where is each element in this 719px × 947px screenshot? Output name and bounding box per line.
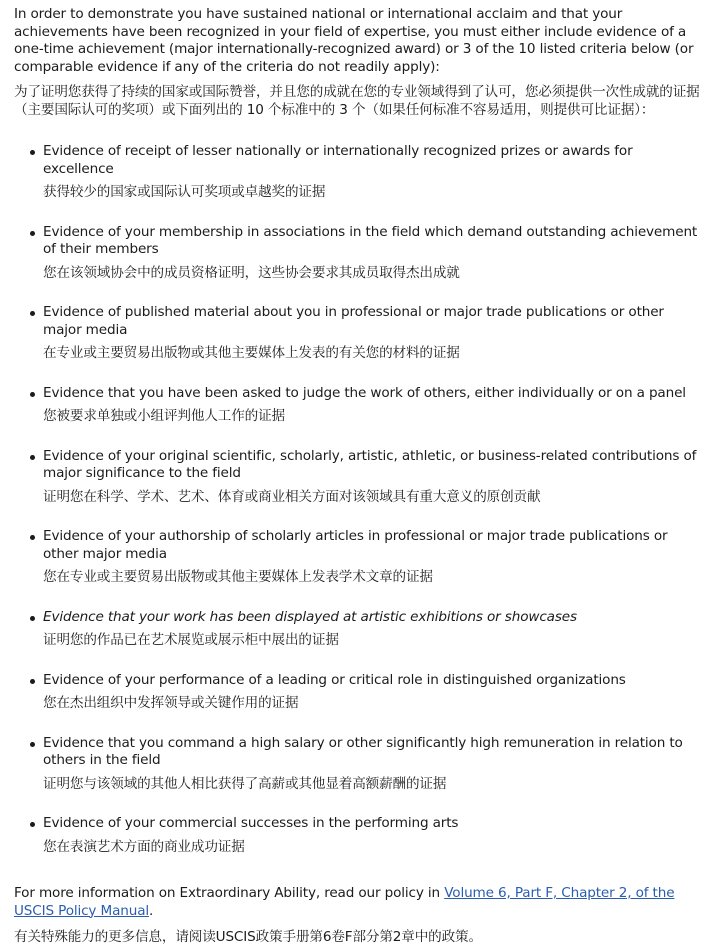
criterion-zh: 证明您与该领域的其他人相比获得了高薪或其他显着高额薪酬的证据 (43, 775, 447, 792)
criterion-en: Evidence of your original scientific, scholarly, artistic, athletic, or business-related contributions of major significance to the field (43, 447, 697, 481)
bullet-icon (30, 822, 35, 827)
criterion-zh: 您在杰出组织中发挥领导或关键作用的证据 (43, 695, 299, 711)
criterion-en: Evidence of your commercial successes in the performing arts (43, 815, 459, 831)
bullet-icon (30, 455, 35, 460)
criterion-en: Evidence of your membership in associations in the field which demand outstanding achievement of their members (43, 223, 698, 257)
bullet-icon (30, 392, 35, 397)
intro-paragraph-zh: 为了证明您获得了持续的国家或国际赞誉，并且您的成就在您的专业领域得到了认可，您必须提供一次性成就的证据（主要国际认可的奖项）或下面列出的 10 个标准中的 3 个（如果任何标准不容易适用，则提供可比证据）： (14, 84, 700, 118)
criterion-zh: 证明您在科学、学术、艺术、体育或商业相关方面对该领域具有重大意义的原创贡献 (43, 488, 541, 505)
criterion-en: Evidence that you have been asked to judge the work of others, either individually or on a panel (43, 384, 686, 401)
bullet-icon (30, 535, 35, 540)
list-item (14, 385, 706, 426)
criterion-zh: 获得较少的国家或国际认可奖项或卓越奖的证据 (43, 184, 326, 200)
criterion-en: Evidence of your authorship of scholarly articles in professional or major trade publications or other major media (43, 528, 668, 562)
list-item (14, 672, 706, 713)
list-item (14, 609, 706, 650)
criterion-zh: 您在表演艺术方面的商业成功证据 (43, 838, 245, 855)
list-item (14, 224, 706, 283)
criterion-en: Evidence of published material about you in professional or major trade publications or other major media (43, 304, 664, 338)
bullet-icon (30, 616, 35, 621)
bullet-icon (30, 679, 35, 684)
list-item (14, 528, 706, 587)
intro-paragraph-en: In order to demonstrate you have sustained national or international acclaim and that your achievements have been recognized in your field of expertise, you must either include evidence of a one-time achievement (major internationally-recognized award) or 3 of the 10 listed criteria below (or comparable evidence if any of the criteria do not readily apply): (14, 6, 694, 75)
criterion-zh: 您在专业或主要贸易出版物或其他主要媒体上发表学术文章的证据 (43, 569, 433, 585)
criterion-zh: 证明您的作品已在艺术展览或展示柜中展出的证据 (43, 632, 339, 648)
criterion-en: Evidence that you command a high salary or other significantly high remuneration in relation to others in the field (43, 734, 683, 768)
list-item (14, 143, 706, 202)
list-item (14, 448, 706, 507)
criterion-en: Evidence of receipt of lesser nationally or internationally recognized prizes or awards for excellence (43, 143, 633, 177)
criterion-en: Evidence of your performance of a leading or critical role in distinguished organizations (43, 671, 626, 688)
policy-manual-link[interactable]: Volume 6, Part F, Chapter 2, of the USCIS Policy Manual (14, 885, 675, 919)
criterion-zh: 您在该领域协会中的成员资格证明，这些协会要求其成员取得杰出成就 (43, 264, 460, 281)
bullet-icon (30, 231, 35, 236)
criterion-zh: 您被要求单独或小组评判他人工作的证据 (43, 408, 285, 424)
criterion-en: Evidence that your work has been displayed at artistic exhibitions or showcases (43, 608, 577, 625)
bullet-icon (30, 742, 35, 747)
more-info-prefix: For more information on Extraordinary Ability, read our policy in (14, 885, 445, 901)
more-info-en (14, 885, 706, 920)
list-item (14, 815, 706, 856)
more-info-suffix: . (149, 902, 154, 919)
list-item (14, 304, 706, 363)
bullet-icon (30, 311, 35, 316)
list-item (14, 735, 706, 794)
bullet-icon (30, 150, 35, 155)
criterion-zh: 在专业或主要贸易出版物或其他主要媒体上发表的有关您的材料的证据 (43, 345, 460, 361)
criteria-list (14, 143, 706, 856)
more-info-zh: 有关特殊能力的更多信息，请阅读USCIS政策手册第6卷F部分第2章中的政策。 (14, 929, 482, 945)
